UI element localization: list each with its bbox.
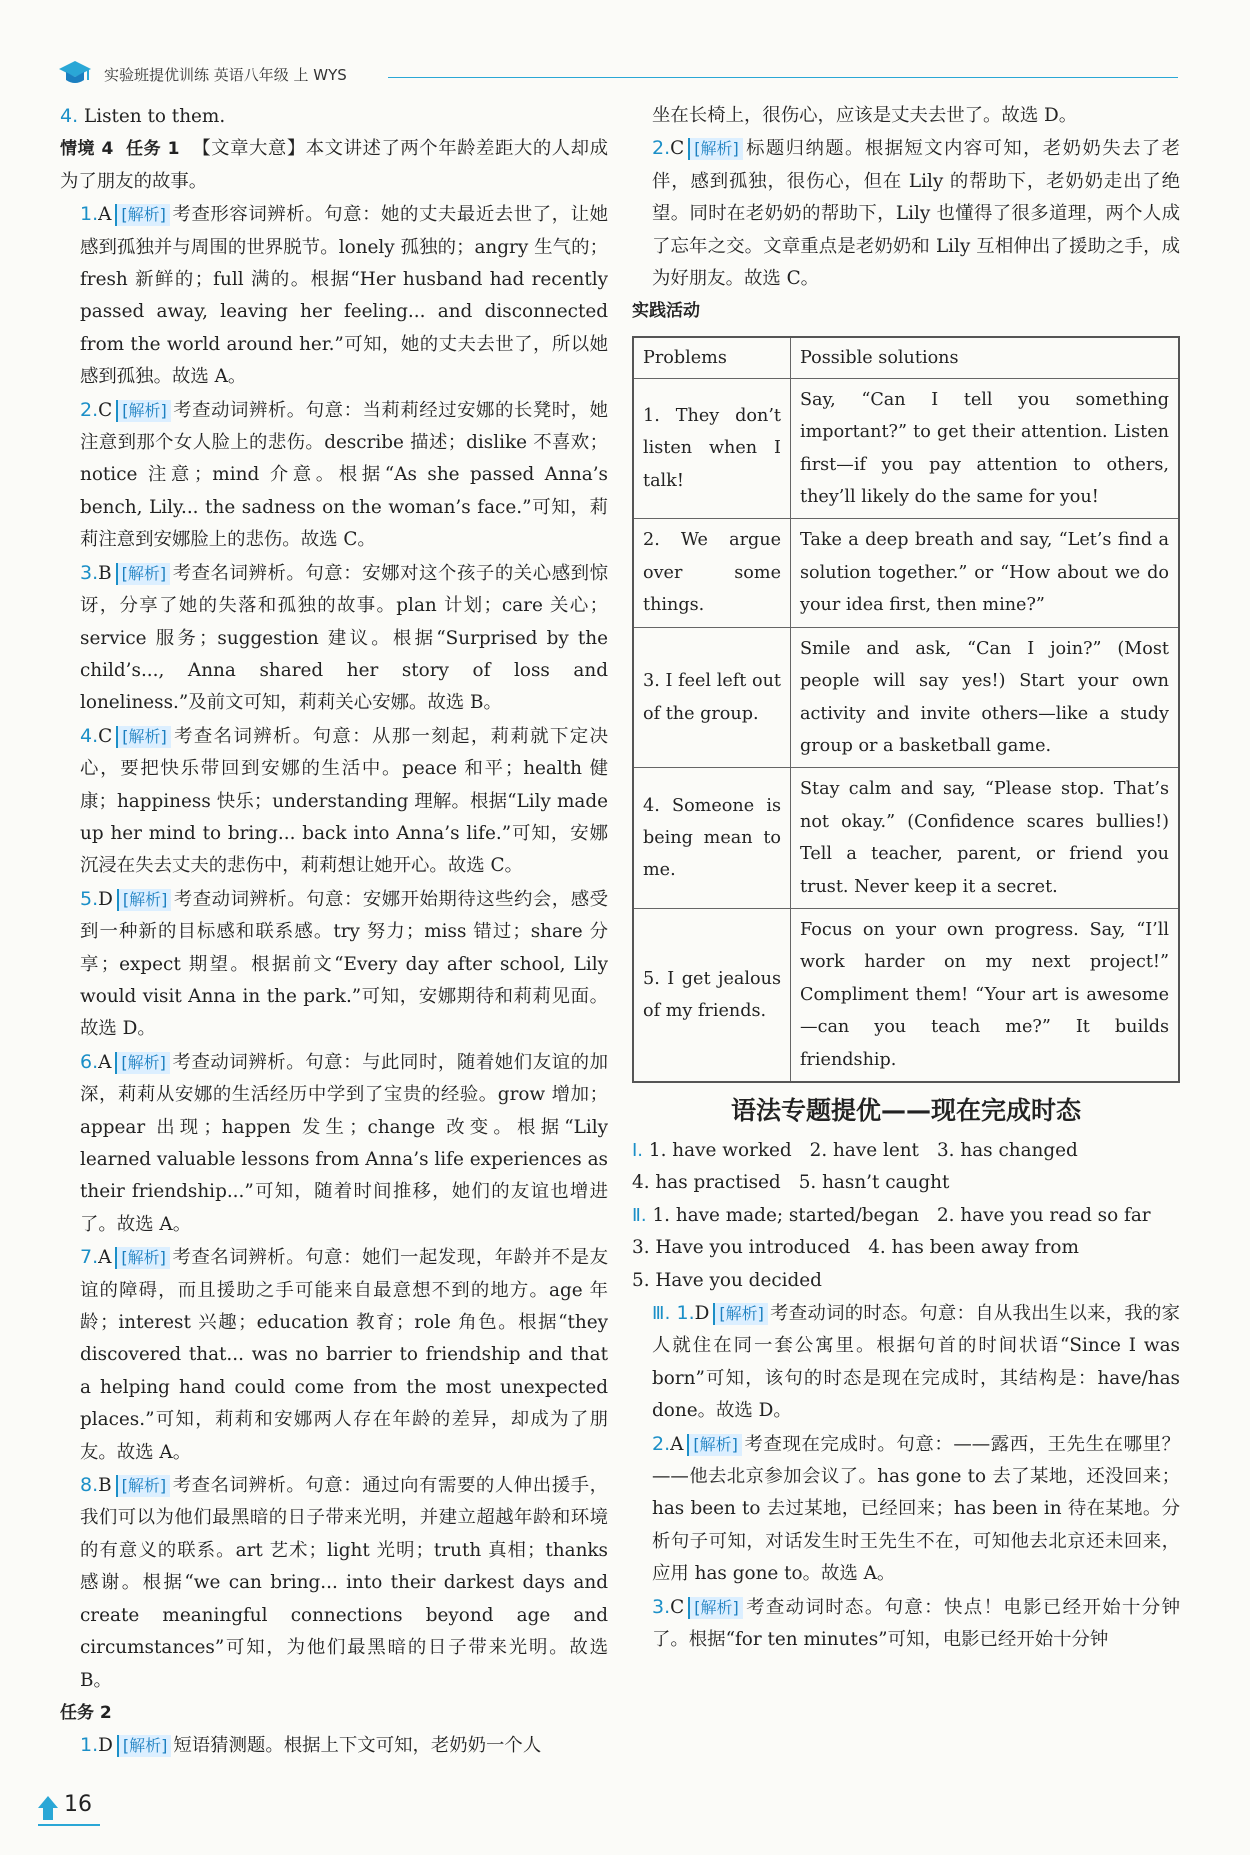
analysis-tag: [解析] xyxy=(115,1247,170,1269)
problem-cell: 3. I feel left out of the group. xyxy=(633,627,791,768)
answer-item: 6.A [解析] 考查动词辨析。句意：与此同时，随着她们友谊的加深，莉莉从安娜的生活经历中学到了宝贵的经验。grow 增加；appear 出现；happen 发生；change 改变。根据“Lily learned valuable lessons from Anna’s life experiences as their friendship...”可知，随着时间推移，她们的友谊也增进了。故选 A。 xyxy=(80,1050,608,1235)
page-number: 16 xyxy=(64,1792,92,1817)
left-column xyxy=(60,100,608,1763)
grammar-answers-row: 3. Have you introduced 4. has been away from xyxy=(632,1237,1079,1259)
answer-item: 7.A [解析] 考查名词辨析。句意：她们一起发现，年龄并不是友谊的障碍，而且援助之手可能来自最意想不到的地方。age 年龄；interest 兴趣；education 教育；role 角色。根据“they discovered that... was no barrier to friendship and that a helping hand could come from the most unexpected places.”可知，莉莉和安娜两人存在年龄的差异，却成为了朋友。故选 A。 xyxy=(80,1246,608,1463)
answer-item: 4. Listen to them. xyxy=(60,105,226,127)
solution-cell: Say, “Can I tell you something important?” to get their attention. Listen first—if you pay attention to others, they’ll likely do the same for you! xyxy=(791,378,1180,519)
table-header: Possible solutions xyxy=(791,337,1180,379)
graduation-cap-icon xyxy=(58,58,92,88)
answer-item: 1.A [解析] 考查形容词辨析。句意：她的丈夫最近去世了，让她感到孤独并与周围的世界脱节。lonely 孤独的；angry 生气的；fresh 新鲜的；full 满的。根据“Her husband had recently passed away, leaving her feeling... and disconnected from the world around her.”可知，她的丈夫去世了，所以她感到孤独。故选 A。 xyxy=(80,203,608,388)
answer-continuation: 坐在长椅上，很伤心，应该是丈夫去世了。故选 D。 xyxy=(652,105,1078,126)
analysis-tag: [解析] xyxy=(115,204,170,226)
page-number-underline xyxy=(38,1824,100,1826)
page-header xyxy=(58,60,1178,90)
analysis-tag: [解析] xyxy=(116,400,171,422)
situation-heading: 情境 4 任务 1 【文章大意】本文讲述了两个年龄差距大的人却成为了朋友的故事。 xyxy=(60,138,608,192)
grammar-section-title: 语法专题提优——现在完成时态 xyxy=(730,1095,1081,1125)
up-arrow-icon-stem xyxy=(43,1808,53,1820)
analysis-tag: [解析] xyxy=(687,1434,742,1456)
answer-item: 2.C [解析] 考查动词辨析。句意：当莉莉经过安娜的长凳时，她注意到那个女人脸上的悲伤。describe 描述；dislike 不喜欢；notice 注意；mind 介意。根据“As she passed Anna’s bench, Lily... the sadness on the woman’s face.”可知，莉莉注意到安娜脸上的悲伤。故选 C。 xyxy=(80,398,608,551)
solution-cell: Smile and ask, “Can I join?” (Most people will say yes!) Start your own activity and invite others—like a study group or a basketball game. xyxy=(791,627,1180,768)
analysis-tag: [解析] xyxy=(688,138,743,160)
analysis-tag: [解析] xyxy=(115,1052,170,1074)
solution-cell: Focus on your own progress. Say, “I’ll work harder on my next project!” Compliment them! “Your art is awesome—can you teach me?” It builds friendship. xyxy=(791,908,1180,1082)
right-column xyxy=(632,100,1180,1656)
problem-cell: 2. We argue over some things. xyxy=(633,519,791,627)
solutions-table xyxy=(632,336,1180,1083)
grammar-answers-row: 4. has practised 5. hasn’t caught xyxy=(632,1172,950,1194)
table-row xyxy=(633,519,1179,627)
answer-item: Ⅲ. 1.D [解析] 考查动词的时态。句意：自从我出生以来，我的家人就住在同一套公寓里。根据句首的时间状语“Since I was born”可知，该句的时态是现在完成时，其结构是：have/has done。故选 D。 xyxy=(652,1302,1180,1422)
analysis-tag: [解析] xyxy=(713,1303,768,1325)
grammar-answers-row: Ⅱ. 1. have made; started/began 2. have you read so far xyxy=(632,1204,1151,1226)
table-row xyxy=(633,908,1179,1082)
analysis-tag: [解析] xyxy=(117,1735,172,1757)
answer-item: 2.A [解析] 考查现在完成时。句意：——露西，王先生在哪里？——他去北京参加会议了。has gone to 去了某地，还没回来；has been to 去过某地，已经回来；has been in 待在某地。分析句子可知，对话发生时王先生不在，可知他去北京还未回来，应用 has gone to。故选 A。 xyxy=(652,1432,1180,1585)
up-arrow-icon xyxy=(38,1796,58,1808)
task-heading: 任务 2 xyxy=(60,1702,112,1723)
answer-item: 2.C [解析] 标题归纳题。根据短文内容可知，老奶奶失去了老伴，感到孤独，很伤心，但在 Lily 的帮助下，老奶奶走出了绝望。同时在老奶奶的帮助下，Lily 也懂得了很多道理，两个人成了忘年之交。文章重点是老奶奶和 Lily 互相伸出了援助之手，成为好朋友。故选 C。 xyxy=(652,137,1180,290)
answer-item: 3.C [解析] 考查动词时态。句意：快点！电影已经开始十分钟了。根据“for ten minutes”可知，电影已经开始十分钟 xyxy=(652,1595,1180,1651)
table-header: Problems xyxy=(633,337,791,379)
problem-cell: 5. I get jealous of my friends. xyxy=(633,908,791,1082)
practice-heading: 实践活动 xyxy=(632,301,700,322)
grammar-answers-row: 5. Have you decided xyxy=(632,1269,822,1291)
table-row xyxy=(633,768,1179,909)
analysis-tag: [解析] xyxy=(116,726,171,748)
table-header-row xyxy=(633,337,1179,379)
solution-cell: Take a deep breath and say, “Let’s find a solution together.” or “How about we do your idea first, then mine?” xyxy=(791,519,1180,627)
table-row xyxy=(633,378,1179,519)
answer-item: 8.B [解析] 考查名词辨析。句意：通过向有需要的人伸出援手，我们可以为他们最黑暗的日子带来光明，并建立超越年龄和环境的有意义的联系。art 艺术；light 光明；truth 真相；thanks 感谢。根据“we can bring... into their darkest days and create meaningful connections beyond age and circumstances”可知，为他们最黑暗的日子带来光明。故选 B。 xyxy=(80,1474,608,1691)
answer-item: 5.D [解析] 考查动词辨析。句意：安娜开始期待这些约会，感受到一种新的目标感和联系感。try 努力；miss 错过；share 分享；expect 期望。根据前文“Every day after school, Lily would visit Anna in the park.”可知，安娜期待和莉莉见面。故选 D。 xyxy=(80,887,608,1040)
page-number-badge xyxy=(38,1788,100,1828)
answer-item: 1.D [解析] 短语猜测题。根据上下文可知，老奶奶一个人 xyxy=(80,1734,542,1757)
solution-cell: Stay calm and say, “Please stop. That’s not okay.” (Confidence scares bullies!) Tell a teacher, parent, or friend you trust. Never keep it a secret. xyxy=(791,768,1180,909)
problem-cell: 4. Someone is being mean to me. xyxy=(633,768,791,909)
analysis-tag: [解析] xyxy=(688,1597,743,1619)
table-row xyxy=(633,627,1179,768)
answer-item: 4.C [解析] 考查名词辨析。句意：从那一刻起，莉莉就下定决心，要把快乐带回到安娜的生活中。peace 和平；health 健康；happiness 快乐；understanding 理解。根据“Lily made up her mind to bring... back into Anna’s life.”可知，安娜沉浸在失去丈夫的悲伤中，莉莉想让她开心。故选 C。 xyxy=(80,724,608,877)
header-divider xyxy=(388,77,1178,78)
header-title: 实验班提优训练 英语八年级 上 WYS xyxy=(104,66,347,84)
answer-item: 3.B [解析] 考查名词辨析。句意：安娜对这个孩子的关心感到惊讶，分享了她的失落和孤独的故事。plan 计划；care 关心；service 服务；suggestion 建议。根据“Surprised by the child’s..., Anna shared her story of loss and loneliness.”及前文可知，莉莉关心安娜。故选 B。 xyxy=(80,561,608,714)
analysis-tag: [解析] xyxy=(116,1475,171,1497)
analysis-tag: [解析] xyxy=(116,563,171,585)
problem-cell: 1. They don’t listen when I talk! xyxy=(633,378,791,519)
grammar-answers-row: Ⅰ. 1. have worked 2. have lent 3. has changed xyxy=(632,1139,1078,1161)
analysis-tag: [解析] xyxy=(117,889,172,911)
